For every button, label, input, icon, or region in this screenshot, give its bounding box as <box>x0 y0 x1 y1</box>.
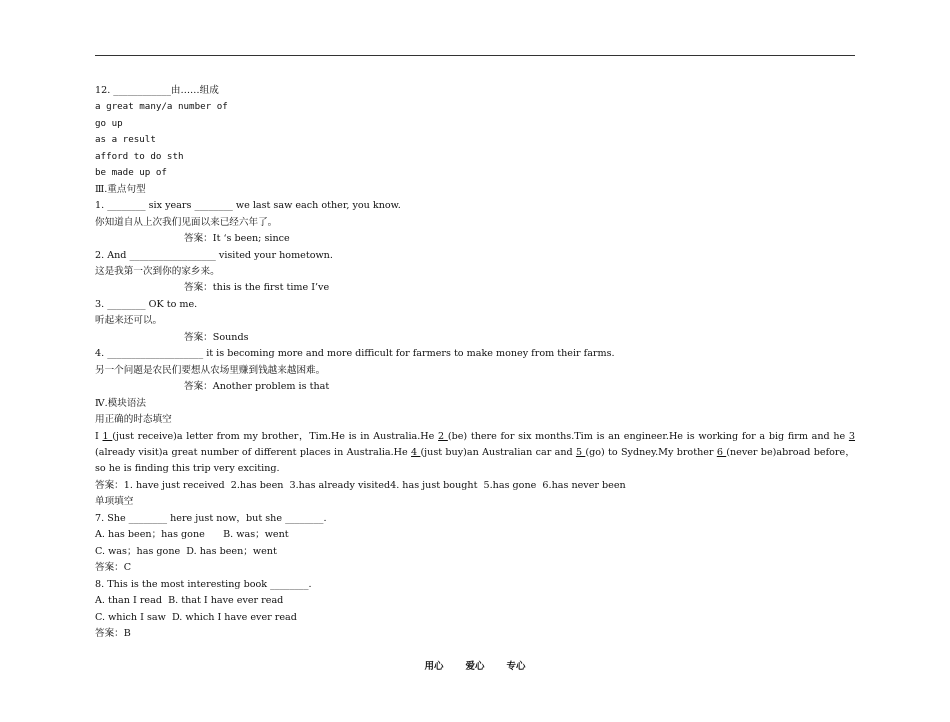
answer-8: 答案：B <box>95 627 131 639</box>
footer-word: 用心 <box>424 661 444 672</box>
passage-text: (go) to Sydney.My brother <box>585 446 717 458</box>
passage-text: (already visit)a great number of different places in Australia.He <box>95 446 412 458</box>
translation-2: 这是我第一次到你的家乡来。 <box>95 265 220 277</box>
passage-text: (just receive)a letter from my brother，Tim.He is in Australia.He <box>112 430 439 442</box>
question-1: 1. ________ six years ________ we last saw each other, you know. <box>95 200 401 212</box>
blank-6: 6 <box>716 446 727 458</box>
answer-3: 答案：Sounds <box>184 331 249 343</box>
blank-4: 4 <box>411 446 421 458</box>
question-2: 2. And __________________ visited your hometown. <box>95 249 333 261</box>
instruction-tense-fill: 用正确的时态填空 <box>95 414 172 426</box>
options-7-ab: A. has been；has gone B. was；went <box>95 529 289 541</box>
question-4: 4. ____________________ it is becoming more and more difficult for farmers to make money from their farms. <box>95 348 615 360</box>
passage-text: I <box>95 430 103 442</box>
header-rule <box>95 55 855 56</box>
section-heading-key-sentences: Ⅲ.重点句型 <box>95 183 146 195</box>
translation-1: 你知道自从上次我们见面以来已经六年了。 <box>95 216 278 228</box>
blank-5: 5 <box>575 446 586 458</box>
phrase-option: go up <box>95 117 123 129</box>
options-8-ab: A. than I read B. that I have ever read <box>95 595 284 607</box>
answer-4: 答案：Another problem is that <box>184 381 330 393</box>
question-7: 7. She ________ here just now，but she ________. <box>95 512 327 524</box>
section-heading-grammar: Ⅳ.模块语法 <box>95 397 147 409</box>
phrase-option: afford to do sth <box>95 150 184 162</box>
passage-text: (never be)abroad before，so he is finding this trip very exciting. <box>95 446 855 475</box>
answer-7: 答案：C <box>95 562 132 574</box>
answer-1: 答案：It ‘s been; since <box>184 233 290 245</box>
document-body <box>95 83 855 642</box>
translation-4: 另一个问题是农民们要想从农场里赚到钱越来越困难。 <box>95 364 326 376</box>
phrase-option: a great many/a number of <box>95 101 228 113</box>
blank-3: 3 <box>848 430 856 442</box>
footer-word: 爱心 <box>465 661 485 672</box>
options-8-cd: C. which I saw D. which I have ever read <box>95 611 297 623</box>
answer-cloze: 答案：1. have just received 2.has been 3.has already visited4. has just bought 5.has gone 6.has never been <box>95 479 626 491</box>
translation-3: 听起来还可以。 <box>95 315 163 327</box>
page-footer <box>0 658 950 672</box>
cloze-passage <box>95 429 855 478</box>
phrase-option: as a result <box>95 134 156 146</box>
vocab-item-12: 12. ____________由……组成 <box>95 85 219 96</box>
options-7-cd: C. was；has gone D. has been；went <box>95 545 277 557</box>
question-3: 3. ________ OK to me. <box>95 298 198 310</box>
section-heading-single-choice: 单项填空 <box>95 496 134 508</box>
phrase-option: be made up of <box>95 167 167 179</box>
blank-2: 2 <box>438 430 448 442</box>
blank-1: 1 <box>102 430 113 442</box>
footer-word: 专心 <box>506 661 526 672</box>
answer-2: 答案：this is the first time I’ve <box>184 282 330 294</box>
passage-text: (be) there for six months.Tim is an engineer.He is working for a big firm and he <box>447 430 849 442</box>
question-8: 8. This is the most interesting book ________. <box>95 578 312 590</box>
passage-text: (just buy)an Australian car and <box>420 446 576 458</box>
